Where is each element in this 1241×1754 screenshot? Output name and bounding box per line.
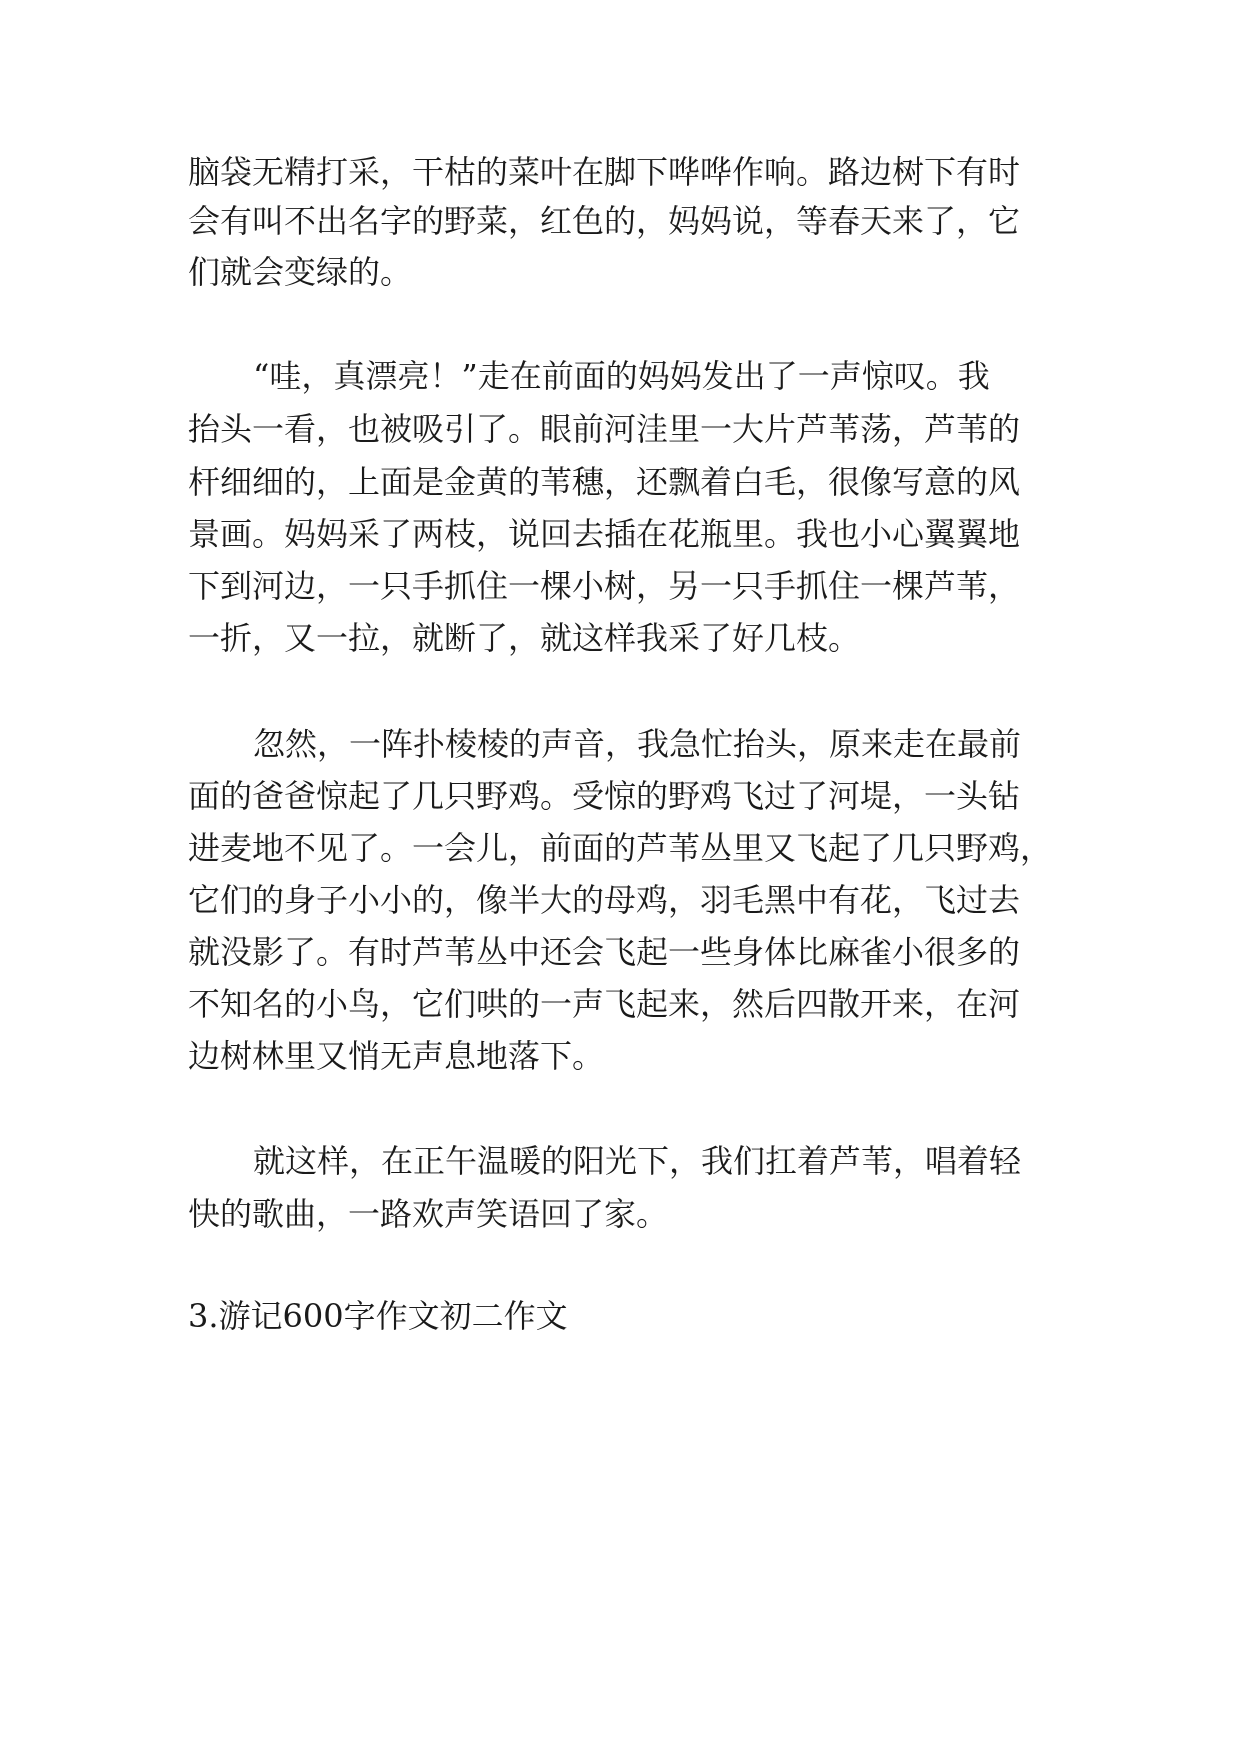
- paragraph-1-line-3: 们就会变绿的。: [188, 253, 413, 291]
- paragraph-2-line-1: “哇，真漂亮！”走在前面的妈妈发出了一声惊叹。我: [253, 357, 990, 395]
- section-heading: 3.游记600字作文初二作文: [188, 1297, 568, 1335]
- paragraph-3-line-5: 就没影了。有时芦苇丛中还会飞起一些身体比麻雀小很多的: [188, 933, 1021, 971]
- paragraph-2-line-5: 下到河边，一只手抓住一棵小树，另一只手抓住一棵芦苇，: [188, 567, 1021, 605]
- paragraph-1-line-1: 脑袋无精打采，干枯的菜叶在脚下哗哗作响。路边树下有时: [188, 153, 1021, 191]
- paragraph-3-line-7: 边树林里又悄无声息地落下。: [188, 1037, 605, 1075]
- paragraph-4-line-1: 就这样，在正午温暖的阳光下，我们扛着芦苇，唱着轻: [253, 1142, 1022, 1180]
- paragraph-3-line-2: 面的爸爸惊起了几只野鸡。受惊的野鸡飞过了河堤，一头钻: [188, 777, 1021, 815]
- paragraph-2-line-3: 杆细细的，上面是金黄的苇穗，还飘着白毛，很像写意的风: [188, 463, 1021, 501]
- paragraph-1-line-2: 会有叫不出名字的野菜，红色的，妈妈说，等春天来了，它: [188, 202, 1021, 240]
- paragraph-3-line-6: 不知名的小鸟，它们哄的一声飞起来，然后四散开来，在河: [188, 985, 1021, 1023]
- paragraph-3-line-4: 它们的身子小小的，像半大的母鸡，羽毛黑中有花，飞过去: [188, 881, 1021, 919]
- paragraph-2-line-2: 抬头一看，也被吸引了。眼前河洼里一大片芦苇荡，芦苇的: [188, 410, 1021, 448]
- paragraph-2-line-4: 景画。妈妈采了两枝，说回去插在花瓶里。我也小心翼翼地: [188, 515, 1021, 553]
- paragraph-4-line-2: 快的歌曲，一路欢声笑语回了家。: [188, 1195, 669, 1233]
- paragraph-2-line-6: 一折，又一拉，就断了，就这样我采了好几枝。: [188, 619, 861, 657]
- paragraph-3-line-1: 忽然，一阵扑棱棱的声音，我急忙抬头，原来走在最前: [253, 725, 1022, 763]
- paragraph-3-line-3: 进麦地不见了。一会儿，前面的芦苇丛里又飞起了几只野鸡，: [188, 829, 1053, 867]
